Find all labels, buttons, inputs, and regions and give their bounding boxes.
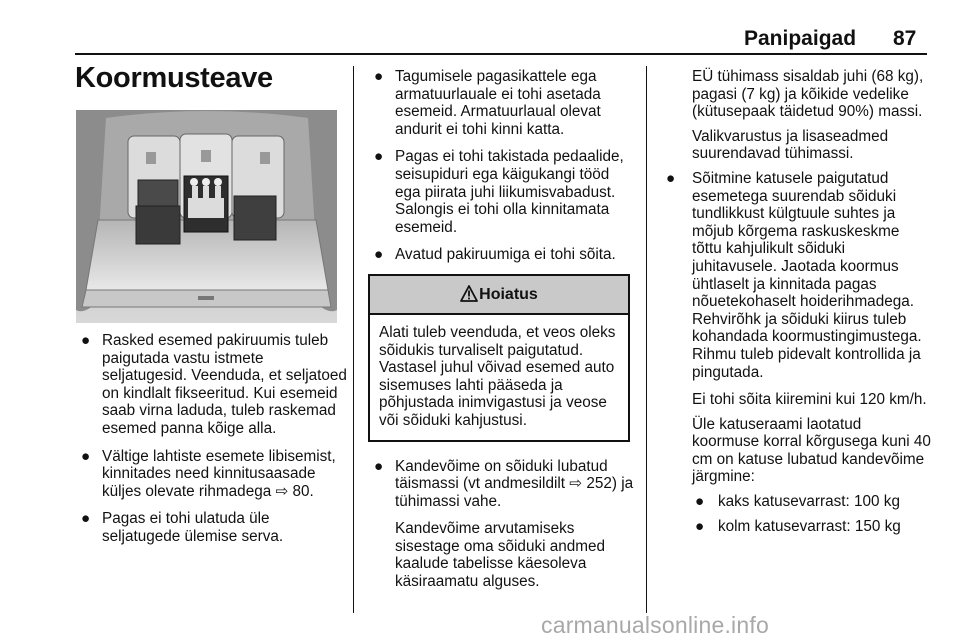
list-item-text: Pagas ei tohi ulatuda üle seljatugede ülemise serva.: [102, 510, 284, 545]
bullet-icon: ●: [374, 68, 384, 85]
bullet-icon: ●: [81, 332, 91, 349]
sub-list-item: [660, 493, 932, 511]
paragraph: Ei tohi sõita kiiremini kui 120 km/h.: [692, 391, 927, 409]
list-item: [368, 246, 638, 264]
column-3: [660, 68, 932, 542]
list-item: [75, 510, 347, 545]
page-reference-link[interactable]: 80.: [292, 482, 314, 500]
bullet-icon: ●: [374, 457, 384, 475]
warning-body: Alati tuleb veenduda, et veos oleks sõidukis turvaliselt paigutatud. Vastasel juhul võivad esemed auto sisemuses lahti pääseda ja põhjustada inimvigastusi ja veose või sõiduki kahjustusi.: [379, 323, 616, 429]
warning-box: [368, 274, 630, 442]
list-item: [660, 170, 932, 381]
list-item-text: Vältige lahtiste esemete libisemist, kinnitades need kinnitusaasade küljes olevate rihmadega: [102, 447, 336, 500]
list-item: [368, 68, 638, 138]
bullet-icon: ●: [695, 517, 705, 535]
paragraph: Üle katuseraami laotatud koormuse korral kõrgusega kuni 40 cm on katuse lubatud kandevõime järgmine:: [692, 415, 931, 486]
column-1: [75, 332, 347, 556]
sub-list-item-text: kolm katusevarrast: 150 kg: [718, 517, 901, 535]
watermark: carmanualsonline.info: [541, 612, 769, 638]
paragraph: EÜ tühimass sisaldab juhi (68 kg), pagasi (7 kg) ja kõikide vedelike (kütusepaak täidetud 90%) massi.: [692, 68, 924, 121]
cargo-area-illustration: [76, 110, 337, 323]
bullet-icon: ●: [81, 510, 91, 528]
column-divider-2: [646, 66, 647, 613]
list-item: [368, 148, 638, 236]
bullet-icon: ●: [374, 148, 384, 166]
list-item-text-continued: ja tühimassi vahe.: [395, 475, 634, 510]
page-reference-icon: ⇨: [275, 482, 289, 500]
column-divider-1: [353, 66, 354, 613]
list-item-text: Tagumisele pagasikattele ega armatuurlauale ei tohi asetada esemeid. Armatuurlaual olevat andurit ei tohi kinni katta.: [395, 68, 601, 138]
list-item-text: Avatud pakiruumiga ei tohi sõita.: [395, 246, 616, 264]
header-rule: [75, 53, 927, 55]
list-item: [75, 332, 347, 438]
section-title: Koormusteave: [75, 62, 273, 94]
page-number: 87: [893, 27, 917, 50]
sub-list-item-text: kaks katusevarrast: 100 kg: [718, 493, 900, 511]
bullet-icon: ●: [374, 246, 384, 264]
bullet-icon: ●: [695, 493, 705, 511]
sub-list-item: [660, 518, 932, 536]
paragraph: Kandevõime arvutamiseks sisestage oma sõiduki andmed kaalude tabelisse käesoleva käsiraamatu alguses.: [395, 520, 606, 591]
warning-header: [370, 276, 628, 315]
paragraph: Valikvarustus ja lisaseadmed suurendavad tühimassi.: [692, 127, 889, 163]
warning-title: Hoiatus: [479, 285, 538, 303]
list-item: [368, 458, 638, 511]
warning-triangle-icon: [460, 279, 478, 316]
running-header-title: Panipaigad: [744, 27, 857, 50]
bullet-icon: ●: [666, 169, 676, 187]
list-item-text: Rasked esemed pakiruumis tuleb paigutada vastu istmete seljatugesid. Veenduda, et seljatoed on kindlalt fikseeritud. Kui esemeid saab virna laduda, tuleb raskemad esemed panna kõige alla.: [102, 332, 347, 437]
list-item-text: Kandevõime on sõiduki lubatud täismassi (vt andmesildilt: [395, 457, 608, 493]
page-reference-icon: ⇨: [569, 475, 583, 493]
page-reference-link[interactable]: 252): [586, 475, 617, 493]
list-item: [75, 448, 347, 501]
column-2: [368, 68, 638, 598]
bullet-icon: ●: [81, 447, 91, 465]
list-item-text: Pagas ei tohi takistada pedaalide, seisupiduri ega käigukangi tööd ega piirata juhi liikumisvabadust. Salongis ei tohi olla kinnitamata esemeid.: [395, 148, 624, 236]
list-item-text: Sõitmine katusele paigutatud esemetega suurendab sõiduki tundlikkust külgtuule suhtes ja mõjub kõrgema raskuskeskme tõttu kahjulikult sõiduki juhitavusele. Jaotada koormus ühtlaselt ja kinnitada pagas nõuetekohaselt hoiderihmadega. Rehvirõhk ja sõiduki kiirus tuleb kohandada koormustingimustega. Rihmu tuleb pidevalt kontrollida ja pingutada.: [692, 169, 922, 381]
